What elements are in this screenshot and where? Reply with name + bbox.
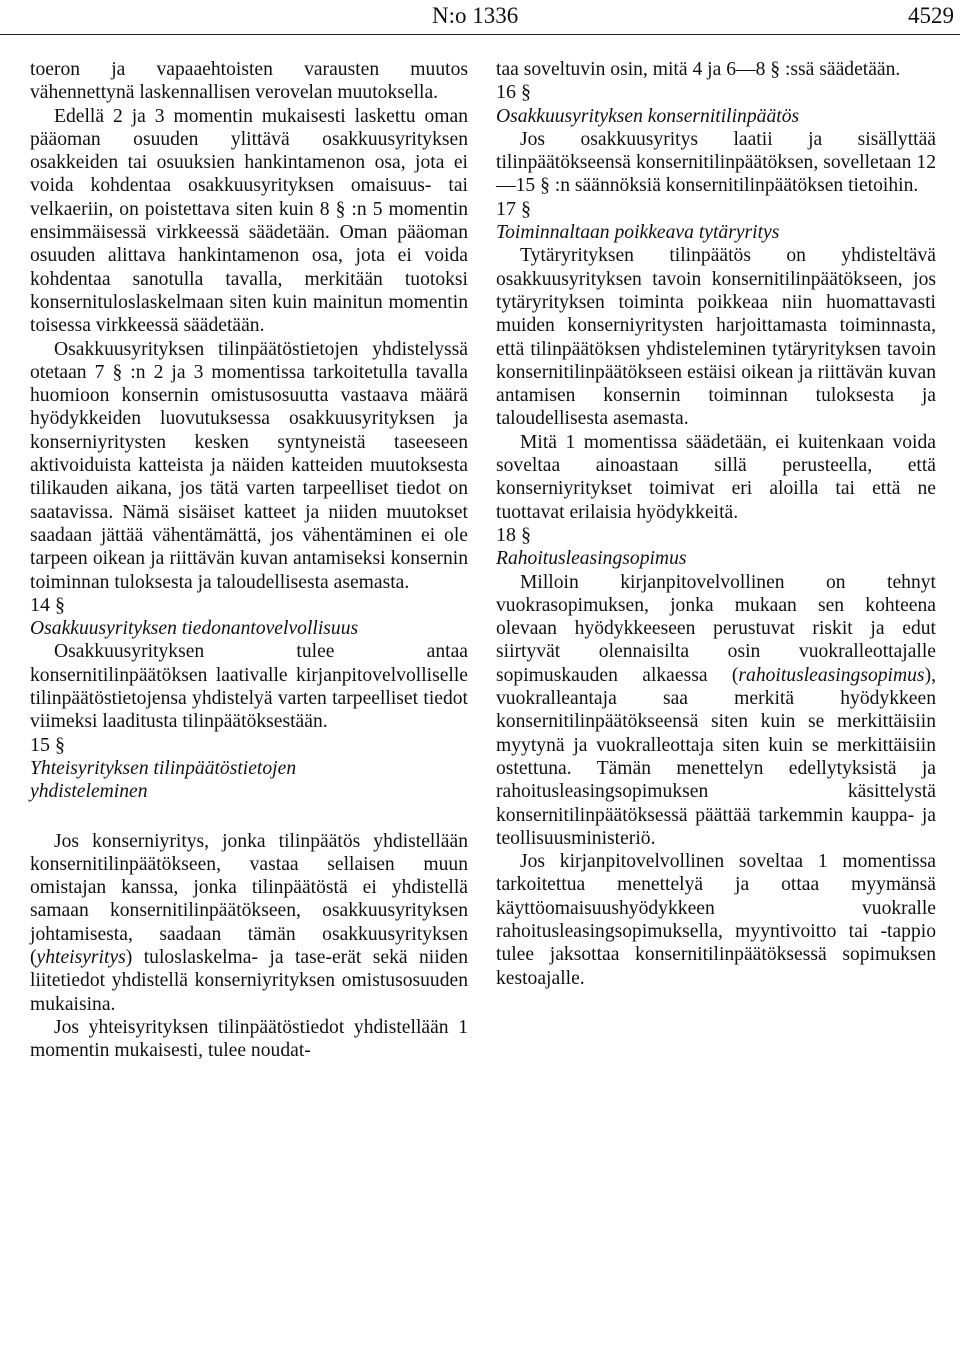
section-title-line: Yhteisyrityksen tilinpäätöstietojen (30, 757, 297, 779)
text-run: ), vuokralleantaja saa merkitä hyödykkeen konsernitilinpäätökseensä siten kuin se merkittäisiin myytynä ja vuokralleottaja siten kuin se merkittäisiin ostettuna. Tämän menettelyn edellytyksistä ja rahoitusleasingsopimuksen käsittelystä konsernitilinpäätöksessä päättää tarkemmin kauppa- ja teollisuusministeriö. (496, 664, 936, 849)
section-title: Osakkuusyrityksen konsernitilinpäätös (496, 105, 800, 127)
paragraph: Jos yhteisyrityksen tilinpäätöstiedot yhdistellään 1 momentin mukaisesti, tulee noudat- (30, 1016, 468, 1062)
text-run: Jos konserniyritys, jonka tilinpäätös yhdistellään konsernitilinpäätökseen, vastaa sellaisen muun omistajan kanssa, jonka tilinpäätöstä ei yhdistellä samaan konsernitilinpäätökseen, osakkuusyrityksen johtamisesta, saadaan tämän osakkuusyrityksen ( (30, 830, 468, 968)
paragraph: Jos osakkuusyritys laatii ja sisällyttää tilinpäätökseensä konsernitilinpäätöksen, sovelletaan 12—15 § :n säännöksiä konsernitilinpäätöksen tietoihin. (496, 128, 936, 197)
paragraph: Jos kirjanpitovelvollinen soveltaa 1 momentissa tarkoitettua menettelyä ja ottaa myymänsä käyttöomaisuushyödykkeen vuokralle rahoitusleasingsopimuksella, myyntivoitto tai -tappio tulee jaksottaa konsernitilinpäätöksessä sopimuksen kestoajalle. (496, 851, 936, 989)
page-number: 4529 (908, 3, 954, 28)
paragraph: Osakkuusyrityksen tulee antaa konsernitilinpäätöksen laativalle kirjanpitovelvolliselle tilinpäätöstietojensa yhdistelyä varten tarpeelliset tiedot viimeksi laaditusta tilinpäätöksestään. (30, 641, 468, 733)
section-number: 17 § (496, 197, 531, 220)
section-number: 14 § (30, 593, 65, 616)
emphasis: rahoitusleasingsopimus (738, 664, 925, 686)
section-number: 18 § (496, 523, 531, 546)
section-title: Toiminnaltaan poikkeava tytäryritys (496, 222, 780, 244)
section-title-line: yhdisteleminen (30, 781, 148, 803)
section-title: Rahoitusleasingsopimus (496, 548, 687, 570)
text-run: Milloin kirjanpitovelvollinen on tehnyt vuokrasopimuksen, jonka mukaan sen kohteena olevaan hyödykkeeseen perustuvat riskit ja edut siirtyvät olennaisilta osin vuokralleottajalle sopimuskauden alkaessa ( (496, 571, 936, 686)
paragraph: toeron ja vapaaehtoisten varausten muutos vähennettynä laskennallisen verovelan muutoksella. (30, 59, 468, 104)
text-run: ) tuloslaskelma- ja tase-erät sekä niiden liitetiedot yhdistellä konserniyrityksen omistusosuuden mukaisina. (30, 946, 468, 1015)
issue-number: N:o 1336 (432, 3, 519, 28)
page-header (0, 0, 960, 35)
paragraph (496, 571, 936, 851)
paragraph: Mitä 1 momentissa säädetään, ei kuitenkaan voida soveltaa ainoastaan sillä perusteella, että konserniyritykset toimivat eri aloilla tai että ne tuottavat erilaisia hyödykkeitä. (496, 431, 936, 523)
section-title: Osakkuusyrityksen tiedonantovelvollisuus (30, 618, 359, 640)
paragraph (30, 830, 468, 1016)
paragraph: Tytäryrityksen tilinpäätös on yhdisteltävä osakkuusyrityksen tavoin konsernitilinpäätökseen, jos tytäryrityksen toiminta poikkeaa niin huomattavasti muiden konserniyritysten harjoittamasta toiminnasta, että tilinpäätöksen yhdisteleminen tytäryrityksen tavoin konsernitilinpäätökseen estäisi oikean ja riittävän kuvan antamisen konsernin toiminnan tuloksesta ja taloudellisesta asemasta. (496, 245, 936, 430)
paragraph: Osakkuusyrityksen tilinpäätöstietojen yhdistelyssä otetaan 7 § :n 2 ja 3 momentissa tarkoitetulla tavalla huomioon konsernin omistusosuutta vastaava määrä hyödykkeiden luovutuksessa osakkuusyrityksen ja konserniyritysten kesken syntyneistä taseeseen aktivoiduista katteista ja näiden katteiden muutoksesta tilikauden aikana, jos tätä varten tarpeelliset tiedot on saatavissa. Nämä sisäiset katteet ja niiden muutokset saadaan jättää vähentämättä, jos vähentäminen ei ole tarpeen oikean ja riittävän kuvan antamiseksi konsernin toiminnan tuloksesta ja taloudellisesta asemasta. (30, 338, 468, 593)
paragraph: Edellä 2 ja 3 momentin mukaisesti laskettu oman pääoman osuuden ylittävä osakkuusyrityksen osakkeiden tai osuuksien hankintamenon osa, jota ei voida kohdentaa osakkuusyrityksen omaisuus- tai velkaeriin, on poistettava siten kuin 8 § :n 5 momentin ensimmäisessä virkkeessä säädetään. Oman pääoman osuuden alittava hankintamenon osa, jota ei voida kohdentaa sanotulla tavalla, merkitään tuotoksi konsernituloslaskelmaan siten kuin mainitun momentin toisessa virkkeessä säädetään. (30, 105, 468, 337)
section-title (30, 757, 468, 804)
section-number: 16 § (496, 81, 531, 104)
section-number: 15 § (30, 733, 65, 756)
right-column (496, 58, 936, 990)
paragraph: taa soveltuvin osin, mitä 4 ja 6—8 § :ssä säädetään. (496, 59, 901, 80)
left-column (30, 58, 468, 1062)
emphasis: yhteisyritys (36, 946, 126, 968)
